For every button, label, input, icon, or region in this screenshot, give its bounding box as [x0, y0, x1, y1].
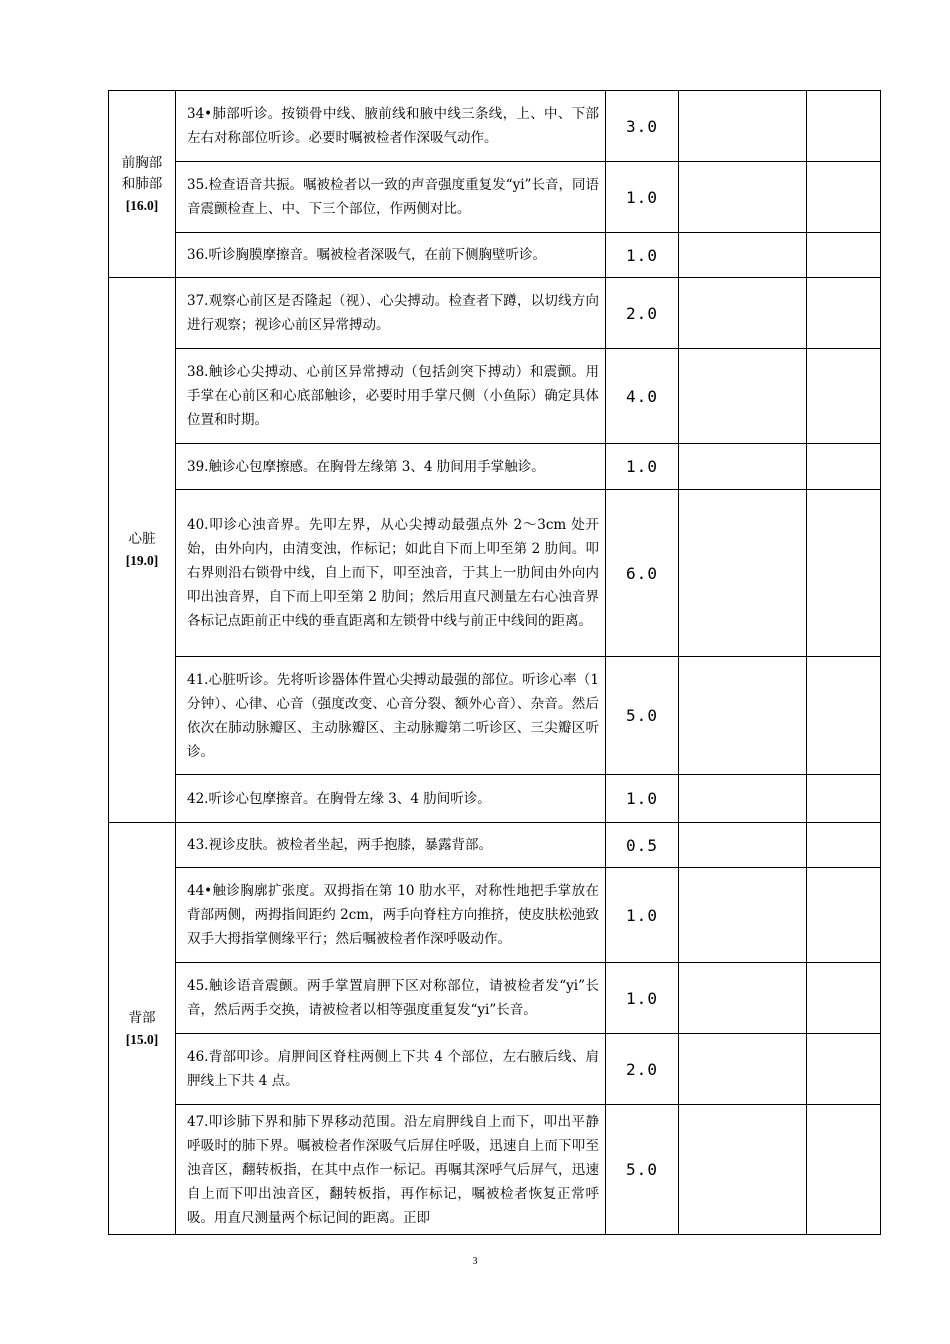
item-score: 1.0	[606, 444, 679, 490]
table-row	[109, 963, 881, 1034]
item-text: 46.背部叩诊。肩胛间区脊柱两侧上下共 4 个部位，左右腋后线、肩胛线上下共 4 点。	[176, 1034, 606, 1105]
item-score: 1.0	[606, 775, 679, 823]
table-row	[109, 775, 881, 823]
blank-cell	[679, 868, 807, 963]
table-row	[109, 1105, 881, 1235]
blank-cell	[807, 278, 881, 349]
item-text: 38.触诊心尖搏动、心前区异常搏动（包括剑突下搏动）和震颤。用手掌在心前区和心底部触诊，必要时用手掌尺侧（小鱼际）确定具体位置和时期。	[176, 349, 606, 444]
blank-cell	[807, 444, 881, 490]
blank-cell	[807, 349, 881, 444]
item-text-clip: 44•触诊胸廓扩张度。双拇指在第 10 肋水平，对称性地把手掌放在背部两侧，两拇指间距约 2cm，两手向脊柱方向推挤，使皮肤松弛致双手大拇指掌侧缘平行；然后嘱被检者作深呼吸动作。	[187, 883, 599, 947]
item-score: 6.0	[606, 490, 679, 657]
table-row	[109, 233, 881, 278]
section-cell	[109, 823, 176, 1235]
exam-scoring-table	[108, 90, 881, 1235]
blank-cell	[807, 233, 881, 278]
item-score: 5.0	[606, 657, 679, 775]
item-score: 3.0	[606, 91, 679, 162]
section-name: 背部	[128, 1009, 156, 1026]
table-row	[109, 444, 881, 490]
item-text: 42.听诊心包摩擦音。在胸骨左缘 3、4 肋间听诊。	[176, 775, 606, 823]
item-text	[176, 963, 606, 1034]
table-row	[109, 91, 881, 162]
page-number: 3	[472, 1256, 478, 1267]
blank-cell	[807, 162, 881, 233]
item-text: 36.听诊胸膜摩擦音。嘱被检者深吸气，在前下侧胸壁听诊。	[176, 233, 606, 278]
blank-cell	[679, 657, 807, 775]
item-score: 5.0	[606, 1105, 679, 1235]
section-cell	[109, 278, 176, 823]
section-name: 前胸部 和肺部	[121, 154, 163, 192]
blank-cell	[679, 233, 807, 278]
item-score: 4.0	[606, 349, 679, 444]
blank-cell	[679, 349, 807, 444]
blank-cell	[679, 91, 807, 162]
item-text: 39.触诊心包摩擦感。在胸骨左缘第 3、4 肋间用手掌触诊。	[176, 444, 606, 490]
blank-cell	[807, 868, 881, 963]
table-row	[109, 490, 881, 657]
section-cell	[109, 91, 176, 278]
blank-cell	[679, 162, 807, 233]
table-row	[109, 868, 881, 963]
blank-cell	[807, 963, 881, 1034]
blank-cell	[807, 1034, 881, 1105]
blank-cell	[807, 775, 881, 823]
item-text: 40.叩诊心浊音界。先叩左界，从心尖搏动最强点外 2～3cm 处开始，由外向内，由清变浊，作标记；如此自下而上叩至第 2 肋间。叩右界则沿右锁骨中线，自上而下，叩至浊音，于其上一肋间由外向内叩出浊音界，自下而上叩至第 2 肋间；然后用直尺测量左右心浊音界各标记点距前正中线的垂直距离和左锁骨中线与前正中线间的距离。	[176, 490, 606, 657]
blank-cell	[807, 490, 881, 657]
blank-cell	[679, 775, 807, 823]
item-score: 2.0	[606, 278, 679, 349]
item-text-clip: 45.触诊语音震颤。两手掌置肩胛下区对称部位，请被检者发“yi”长音，然后两手交换，请被检者以相等强度重复发“yi”长音。	[187, 978, 599, 1018]
section-score: [19.0]	[125, 553, 159, 568]
item-score: 1.0	[606, 233, 679, 278]
item-score: 0.5	[606, 823, 679, 868]
section-score: [15.0]	[125, 1031, 159, 1047]
item-text: 34•肺部听诊。按锁骨中线、腋前线和腋中线三条线，上、中、下部左右对称部位听诊。必要时嘱被检者作深吸气动作。	[176, 91, 606, 162]
item-text	[176, 1105, 606, 1235]
item-text: 43.视诊皮肤。被检者坐起，两手抱膝，暴露背部。	[176, 823, 606, 868]
section-name: 心脏	[128, 531, 156, 547]
blank-cell	[679, 1105, 807, 1235]
item-text: 35.检查语音共振。嘱被检者以一致的声音强度重复发“yi”长音，同语音震颤检查上、中、下三个部位，作两侧对比。	[176, 162, 606, 233]
table-row	[109, 657, 881, 775]
section-score: [16.0]	[125, 197, 159, 213]
table-row	[109, 1034, 881, 1105]
blank-cell	[679, 963, 807, 1034]
blank-cell	[679, 278, 807, 349]
blank-cell	[807, 1105, 881, 1235]
table-row	[109, 162, 881, 233]
blank-cell	[679, 490, 807, 657]
blank-cell	[807, 91, 881, 162]
item-score: 1.0	[606, 963, 679, 1034]
item-text	[176, 868, 606, 963]
table-row	[109, 823, 881, 868]
blank-cell	[807, 823, 881, 868]
item-text: 37.观察心前区是否隆起（视）、心尖搏动。检查者下蹲，以切线方向进行观察；视诊心前区异常搏动。	[176, 278, 606, 349]
blank-cell	[679, 1034, 807, 1105]
item-score: 1.0	[606, 162, 679, 233]
item-text-clip: 47.叩诊肺下界和肺下界移动范围。沿左肩胛线自上而下，叩出平静呼吸时的肺下界。嘱被检者作深吸气后屏住呼吸，迅速自上而下叩至浊音区，翻转板指，在其中点作一标记。再嘱其深呼气后屏气，迅速自上而下叩出浊音区，翻转板指，再作标记，嘱被检者恢复正常呼吸。用直尺测量两个标记间的距离。正即	[187, 1113, 599, 1226]
table-row	[109, 349, 881, 444]
blank-cell	[679, 444, 807, 490]
item-text: 41.心脏听诊。先将听诊器体件置心尖搏动最强的部位。听诊心率（1 分钟）、心律、心音（强度改变、心音分裂、额外心音）、杂音。然后依次在肺动脉瓣区、主动脉瓣区、主动脉瓣第二听诊区、三尖瓣区听诊。	[176, 657, 606, 775]
table-row	[109, 278, 881, 349]
item-score: 2.0	[606, 1034, 679, 1105]
blank-cell	[679, 823, 807, 868]
item-score: 1.0	[606, 868, 679, 963]
blank-cell	[807, 657, 881, 775]
